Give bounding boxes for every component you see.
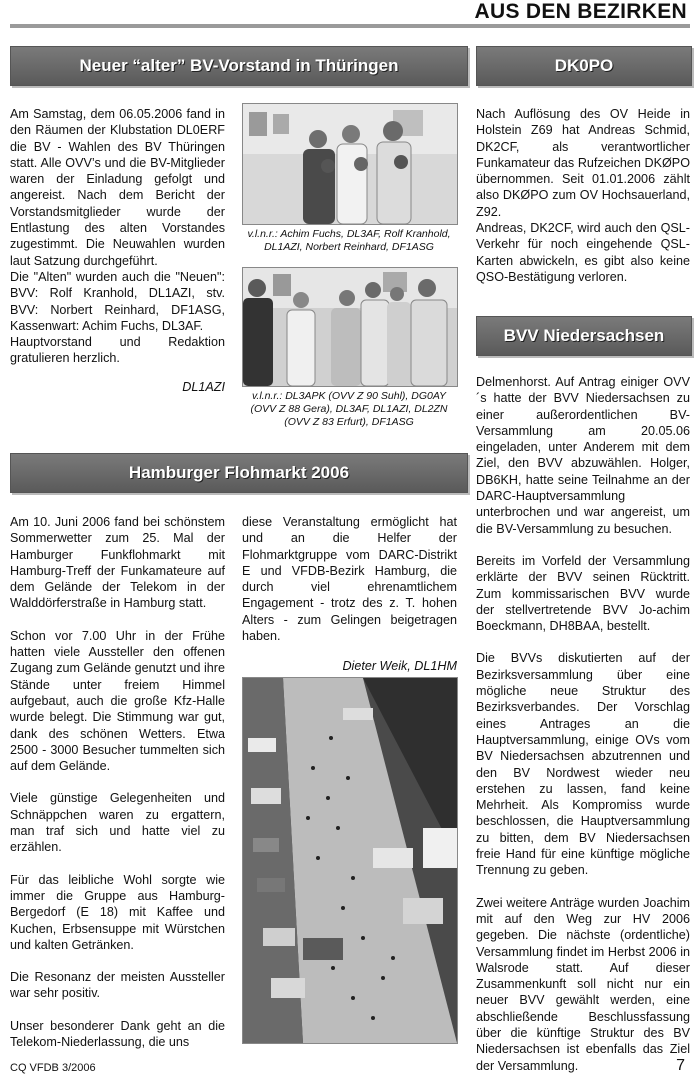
photo-bv-vorstand: [242, 103, 458, 225]
niedersachsen-para-3: Die BVVs diskutierten auf der Bezirksversammlung über eine mögliche neue Struktur des Bezirksverbandes. Der Vorschlag eines Antrages an die Hauptversammlung, einige OVs vom BV Niedersachsen abzutrennen und den BV Nordwest wieder neu erstehen zu lassen, fand keine Mehrheit. Als Kompromiss wurde beschlossen, die Hauptversammlung zu bitten, dem BV Niedersachsen freie Hand für eine künftige mögliche Trennung zu geben.: [476, 651, 690, 878]
page-section-title: AUS DEN BEZIRKEN: [474, 0, 687, 23]
dk0po-text: [476, 106, 690, 285]
photo-bv-group: [242, 267, 458, 387]
niedersachsen-text: [476, 374, 690, 1074]
thueringen-title: Neuer “alter” BV-Vorstand in Thüringen: [79, 56, 399, 75]
footer-issue: CQ VFDB 3/2006: [10, 1062, 96, 1074]
thueringen-para-3: Hauptvorstand und Redaktion gratulieren herzlich.: [10, 335, 225, 366]
niedersachsen-para-1: Delmenhorst. Auf Antrag einiger OVV´s hatte der BVV Niedersachsen zu einer außerordentlichen BV-Versammlung am 20.05.06 eingeladen, unter Anderem mit dem Ziel, den BVV abzuwählen. Holger, DB6KH, hatte seine Teilnahme an der DARC-Hauptversammlung unterbrochen und war angereist, um die BV-Versammlung zu besuchen.: [476, 375, 690, 536]
dk0po-para-2: Andreas, DK2CF, wird auch den QSL-Verkehr für noch eingehende QSL-Karten abwickeln, es gibt also keine QSO-Bestätigung verloren.: [476, 221, 690, 284]
thueringen-banner: [10, 46, 468, 86]
niedersachsen-banner: [476, 316, 692, 356]
hamburg-right-text: [242, 514, 457, 675]
dk0po-title: DK0PO: [554, 56, 614, 75]
hamburg-para-4: Für das leibliche Wohl sorgte wie immer die Gruppe aus Hamburg-Bergedorf (E 18) mit Kaffee und Kuchen, Erbsensuppe mit Würstchen und kalten Getränken.: [10, 872, 225, 952]
thueringen-para-1: Am Samstag, dem 06.05.2006 fand in den Räumen der Klubstation DL0ERF die BV - Wahlen des BV Thüringen statt. Alle OVV’s und die BV-Mitglieder waren der Einladung gefolgt und angereist. Nach dem Bericht der Vorstandsmitglieder wurde der Entlastung des alten Vorstandes zugestimmt. Die Neuwahlen wurden laut Satzung durchgeführt.: [10, 107, 225, 268]
page-number: 7: [676, 1057, 685, 1074]
dk0po-para-1: Nach Auflösung des OV Heide in Holstein Z69 hat Andreas Schmid, DK2CF, als verantwortlicher Funkamateur das Rufzeichen DKØPO übernommen. Seit 01.01.2006 zählt also DKØPO zum OV Hochsauerland, Z92.: [476, 107, 690, 219]
thueringen-text: [10, 106, 225, 395]
dk0po-banner: [476, 46, 692, 86]
thueringen-signature: DL1AZI: [182, 379, 225, 394]
hamburg-para-3: Viele günstige Gelegenheiten und Schnäppchen waren zu ergattern, man traf sich und hatte viel zu erzählen.: [10, 791, 225, 855]
hamburg-banner: [10, 453, 468, 493]
photo-caption-1: v.l.n.r.: Achim Fuchs, DL3AF, Rolf Kranhold, DL1AZI, Norbert Reinhard, DF1ASG: [247, 228, 451, 253]
hamburg-title: Hamburger Flohmarkt 2006: [128, 463, 350, 482]
photo-flohmarkt: [242, 677, 458, 1044]
niedersachsen-para-2: Bereits im Vorfeld der Versammlung erklärte der BVV seinen Rücktritt. Zum kommissarischen BVV wurde der stellvertretende BVV Jo-achim Boeckmann, DH8BAA, bestellt.: [476, 553, 690, 634]
niedersachsen-para-4: Zwei weitere Anträge wurden Joachim mit auf den Weg zur HV 2006 gegeben. Die nächste (ordentliche) Versammlung findet im Herbst 2006 in Walsrode statt. Auf dieser Zusammenkunft soll nicht nur ein neuer BVV gewählt werden, eine abschließende Beschlussfassung über die künftige Struktur des BV Niedersachsen ist ebenfalls das Ziel der Versammlung.: [476, 895, 690, 1073]
hamburg-para-7: diese Veranstaltung ermöglicht hat und an die Helfer der Flohmarktgruppe vom DARC-Distrikt E und VFDB-Bezirk Hamburg, die durch viel ehrenamtlichem Engagement - trotz des z. T. hohen Alters - zum Gelingen beigetragen haben.: [242, 515, 457, 644]
hamburg-para-6: Unser besonderer Dank geht an die Telekom-Niederlassung, die uns: [10, 1018, 225, 1050]
header-rule: [10, 24, 690, 28]
niedersachsen-title: BVV Niedersachsen: [503, 326, 665, 345]
hamburg-para-1: Am 10. Juni 2006 fand bei schönstem Sommerwetter zum 25. Mal der Hamburger Funkflohmarkt mit Hamburg-Treff der Funkamateure auf dem Gelände der Telekom in der Walddörferstraße in Hamburg statt.: [10, 515, 225, 611]
hamburg-signature: Dieter Weik, DL1HM: [342, 659, 457, 674]
hamburg-para-2: Schon vor 7.00 Uhr in der Frühe hatten viele Aussteller den offenen Zugang zum Gelände genutzt und ihre Stände unter freiem Himmel aufgebaut, auch die große Kfz-Halle wurde belegt. Die Stimmung war gut, dank des schönen Wetters. Etwa 2500 - 3000 Besucher tummelten sich auf dem Gelände.: [10, 628, 225, 774]
photo-caption-2: v.l.n.r.: DL3APK (OVV Z 90 Suhl), DG0AY (OVV Z 88 Gera), DL3AF, DL1AZI, DL2ZN (OVV Z 83 Erfurt), DF1ASG: [250, 390, 448, 428]
thueringen-para-2: Die "Alten" wurden auch die "Neuen": BVV: Rolf Kranhold, DL1AZI, stv. BVV: Norbert Reinhard, DF1ASG, Kassenwart: Achim Fuchs, DL3AF.: [10, 269, 225, 333]
hamburg-left-text: [10, 514, 225, 1066]
hamburg-para-5: Die Resonanz der meisten Aussteller war sehr positiv.: [10, 970, 225, 1001]
